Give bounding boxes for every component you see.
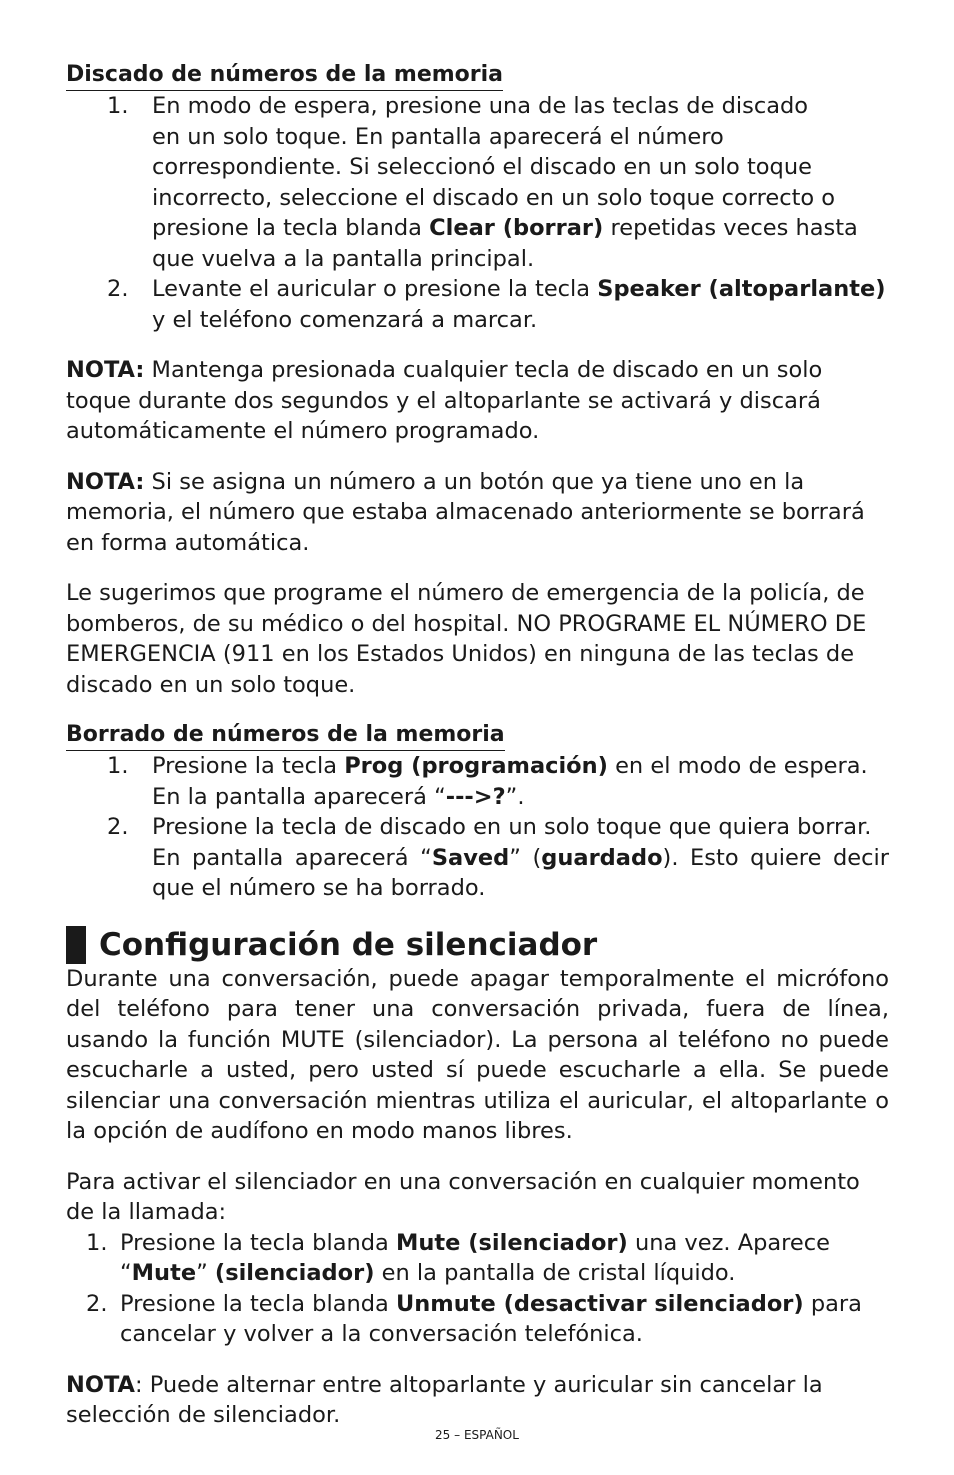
- note-hold-key: [66, 355, 889, 447]
- section-delete-memory: [66, 720, 889, 904]
- step-line: Presione la tecla de discado en un solo toque que quiera borrar.: [152, 814, 872, 840]
- display-saved-translation: guardado: [541, 844, 663, 871]
- step-line: una vez. Aparece: [627, 1229, 830, 1256]
- step-number: 1.: [107, 753, 129, 779]
- step-line: para: [803, 1290, 862, 1317]
- step-line: ). Esto quiere decir: [662, 844, 889, 871]
- step-number: 2.: [107, 276, 129, 302]
- step-line: que vuelva a la pantalla principal.: [152, 245, 535, 272]
- step-line: Presione la tecla blanda: [120, 1229, 396, 1256]
- dialing-step-1: [66, 91, 889, 274]
- note-text: automáticamente el número programado.: [66, 418, 540, 444]
- note-text: Mantenga presionada cualquier tecla de discado en un solo: [144, 357, 823, 383]
- key-mute: Mute (silenciador): [396, 1229, 628, 1256]
- page-content: [66, 60, 889, 1431]
- step-line: repetidas veces hasta: [603, 215, 858, 241]
- step-line: presione la tecla blanda: [152, 215, 430, 241]
- step-line: en el modo de espera.: [607, 753, 868, 779]
- key-speaker: Speaker (altoparlante): [597, 276, 886, 302]
- dialing-steps-list: [66, 91, 889, 335]
- step-line: Levante el auricular o presione la tecla: [152, 276, 598, 302]
- step-line: “: [120, 1260, 132, 1286]
- step-line: En modo de espera, presione una de las teclas de discado: [152, 93, 809, 119]
- note-overwrite: [66, 467, 889, 559]
- key-clear: Clear (borrar): [429, 215, 604, 241]
- display-mute: Mute: [131, 1260, 197, 1286]
- mute-steps-list: [66, 1228, 889, 1350]
- emergency-suggestion: [66, 578, 889, 700]
- section-marker: [66, 926, 86, 964]
- step-line: que el número se ha borrado.: [152, 875, 486, 901]
- delete-step-2: [66, 812, 889, 904]
- delete-steps-list: [66, 751, 889, 904]
- step-line: cancelar y volver a la conversación telefónica.: [120, 1321, 643, 1347]
- page-footer: 25 – ESPAÑOL: [435, 1428, 519, 1442]
- step-line: en la pantalla de cristal líquido.: [374, 1260, 736, 1286]
- note-mute-switch: [66, 1370, 889, 1431]
- paragraph-line: Le sugerimos que programe el número de emergencia de la policía, de: [66, 580, 865, 606]
- mute-section-title: Configuración de silenciador: [99, 926, 598, 963]
- mute-step-1: [66, 1228, 889, 1289]
- note-text: toque durante dos segundos y el altoparlante se activará y discará: [66, 387, 821, 414]
- paragraph-line: discado en un solo toque.: [66, 671, 356, 698]
- dialing-step-2: [66, 274, 889, 335]
- section-title-mute: [66, 926, 889, 964]
- step-line: ”: [196, 1260, 215, 1286]
- step-number: 1.: [86, 1229, 108, 1256]
- step-line: En pantalla aparecerá “: [152, 844, 432, 871]
- step-line: y el teléfono comenzará a marcar.: [152, 306, 538, 333]
- note-text: : Puede alternar entre altoparlante y auricular sin cancelar la: [134, 1371, 823, 1398]
- mute-activate-intro: Para activar el silenciador en una conversación en cualquier momento de la llamada:: [66, 1168, 860, 1225]
- key-unmute: Unmute (desactivar silenciador): [396, 1290, 804, 1317]
- display-mute-translation: (silenciador): [214, 1260, 375, 1286]
- mute-step-2: [66, 1289, 889, 1350]
- note-text: memoria, el número que estaba almacenado anteriormente se borrará: [66, 499, 865, 525]
- step-number: 2.: [86, 1290, 108, 1317]
- step-line: ”.: [505, 783, 525, 810]
- delete-step-1: [66, 751, 889, 812]
- step-line-justified: [152, 843, 889, 874]
- paragraph-line: bomberos, de su médico o del hospital. NO PROGRAME EL NÚMERO DE: [66, 610, 867, 637]
- note-text: selección de silenciador.: [66, 1402, 341, 1428]
- step-line: En la pantalla aparecerá “: [152, 783, 446, 810]
- step-line: Presione la tecla blanda: [120, 1290, 396, 1317]
- step-line: en un solo toque. En pantalla aparecerá el número: [152, 123, 724, 150]
- step-number: 1.: [107, 93, 129, 119]
- key-prog: Prog (programación): [344, 753, 608, 779]
- display-saved: Saved: [431, 844, 510, 871]
- step-line: correspondiente. Si seleccionó el discado en un solo toque: [152, 154, 812, 180]
- note-label: NOTA:: [66, 468, 145, 495]
- heading-delete-memory: Borrado de números de la memoria: [66, 720, 505, 751]
- step-line: incorrecto, seleccione el discado en un solo toque correcto o: [152, 184, 836, 211]
- step-line: ” (: [509, 844, 542, 871]
- section-dialing-memory: [66, 60, 889, 335]
- display-prompt: --->?: [445, 783, 506, 810]
- paragraph-line: EMERGENCIA (911 en los Estados Unidos) en ninguna de las teclas de: [66, 641, 855, 667]
- mute-intro: Durante una conversación, puede apagar temporalmente el micrófono del teléfono para tener una conversación privada, fuera de línea, usando la función MUTE (silenciador). La persona al teléfono no puede escucharle a usted, pero usted sí puede escucharle a ella. Se puede silenciar una conversación mientras utiliza el auricular, el altoparlante o la opción de audífono en modo manos libres.: [66, 965, 889, 1144]
- step-line: Presione la tecla: [152, 753, 345, 779]
- note-label: NOTA:: [66, 357, 145, 383]
- note-label: NOTA: [66, 1371, 135, 1398]
- note-text: Si se asigna un número a un botón que ya tiene uno en la: [144, 468, 805, 495]
- heading-dialing-memory: Discado de números de la memoria: [66, 60, 503, 91]
- step-number: 2.: [107, 814, 129, 840]
- note-text: en forma automática.: [66, 529, 310, 556]
